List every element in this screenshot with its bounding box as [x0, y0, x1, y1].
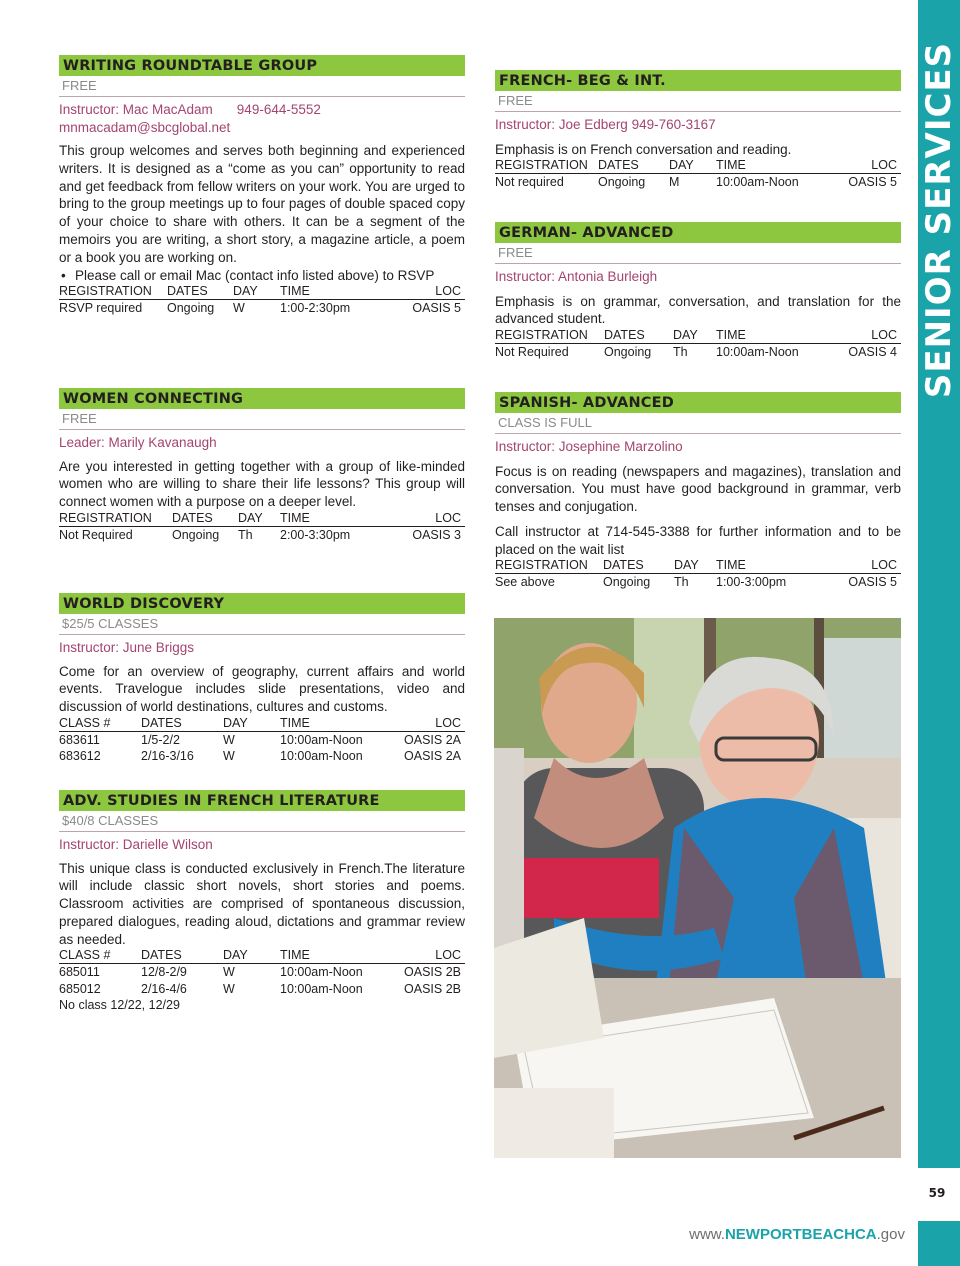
table-row: 685011 12/8-2/9 W 10:00am-Noon OASIS 2B	[59, 965, 461, 980]
section-fee: FREE	[495, 91, 901, 112]
table-row: RSVP required Ongoing W 1:00-2:30pm OASIS 5	[59, 301, 461, 316]
section-description: This group welcomes and serves both beginning and experienced writers. It is designed as a “come as you can” opportunity to read and get feedback from fellow writers on your work. You are urged to bring to the group meetings up to four pages of double spaced copy of your choice to share with others. It can be a segment of the memoirs you are writing, a short story, a magazine article, a poem or a book you are working on.	[59, 143, 465, 265]
section-fee: $25/5 CLASSES	[59, 614, 465, 635]
section-instructor: Instructor: Mac MacAdam 949-644-5552	[59, 102, 321, 117]
schedule-table: REGISTRATION DATES DAY TIME LOC Not Required Ongoing Th 10:00am-Noon OASIS 4	[495, 328, 901, 361]
footer-url[interactable]: www.NEWPORTBEACHCA.gov	[689, 1226, 905, 1243]
table-row: Not Required Ongoing Th 2:00-3:30pm OASIS 3	[59, 527, 461, 542]
schedule-table: CLASS # DATES DAY TIME LOC 683611 1/5-2/2 W 10:00am-Noon OASIS 2A 683612 2/16-3/16 W 10:00am-Noon OASIS 2A	[59, 716, 465, 765]
section-fee: FREE	[495, 243, 901, 264]
table-row: Not required Ongoing M 10:00am-Noon OASIS 5	[495, 175, 897, 190]
section-description: Come for an overview of geography, current affairs and world events. Travelogue includes slide presentations, video and discussion of world destinations, cultures and customs.	[59, 663, 465, 715]
rsvp-bullet: • Please call or email Mac (contact info listed above) to RSVP	[59, 267, 465, 285]
schedule-table: REGISTRATION DATES DAY TIME LOC Not required Ongoing M 10:00am-Noon OASIS 5	[495, 158, 901, 191]
table-row: 683611 1/5-2/2 W 10:00am-Noon OASIS 2A	[59, 732, 461, 747]
section-spanish-advanced	[495, 392, 901, 591]
no-class-note: No class 12/22, 12/29	[59, 998, 180, 1013]
page-number: 59	[928, 1186, 946, 1200]
section-title: ADV. STUDIES IN FRENCH LITERATURE	[59, 790, 465, 811]
section-instructor: Instructor: Josephine Marzolino	[495, 439, 683, 454]
section-description: Focus is on reading (newspapers and magazines), translation and conversation. You must have good background in grammar, verb tenses and conjugation.	[495, 463, 901, 515]
table-row: 685012 2/16-4/6 W 10:00am-Noon OASIS 2B	[59, 981, 461, 996]
section-french-beg-int	[495, 70, 901, 191]
section-fee: CLASS IS FULL	[495, 413, 901, 434]
table-row: Not Required Ongoing Th 10:00am-Noon OASIS 4	[495, 345, 897, 360]
section-title: FRENCH- BEG & INT.	[495, 70, 901, 91]
section-title: WORLD DISCOVERY	[59, 593, 465, 614]
section-instructor: Instructor: Darielle Wilson	[59, 837, 213, 852]
section-adv-french-literature	[59, 790, 465, 1013]
footer-bar	[918, 1221, 960, 1266]
section-instructor: Instructor: Antonia Burleigh	[495, 269, 658, 284]
instructor-email[interactable]: mnmacadam@sbcglobal.net	[59, 119, 231, 135]
section-fee: FREE	[59, 76, 465, 97]
table-row: See above Ongoing Th 1:00-3:00pm OASIS 5	[495, 575, 897, 590]
section-description: Are you interested in getting together with a group of like-minded women who are willing to share their life lessons? This group will connect women with a purpose on a deeper level.	[59, 458, 465, 510]
schedule-table: REGISTRATION DATES DAY TIME LOC RSVP required Ongoing W 1:00-2:30pm OASIS 5	[59, 284, 465, 317]
section-writing-roundtable	[59, 55, 465, 317]
section-fee: FREE	[59, 409, 465, 430]
section-fee: $40/8 CLASSES	[59, 811, 465, 832]
schedule-table: REGISTRATION DATES DAY TIME LOC Not Required Ongoing Th 2:00-3:30pm OASIS 3	[59, 511, 465, 544]
section-title: WRITING ROUNDTABLE GROUP	[59, 55, 465, 76]
section-world-discovery	[59, 593, 465, 765]
section-description-wait-list: Call instructor at 714-545-3388 for further information and to be placed on the wait list	[495, 523, 901, 557]
class-photo	[494, 618, 901, 1158]
section-title: SPANISH- ADVANCED	[495, 392, 901, 413]
section-description: Emphasis is on French conversation and reading.	[495, 141, 792, 157]
section-german-advanced	[495, 222, 901, 361]
section-title: WOMEN CONNECTING	[59, 388, 465, 409]
section-instructor: Instructor: June Briggs	[59, 640, 195, 655]
table-row: 683612 2/16-3/16 W 10:00am-Noon OASIS 2A	[59, 749, 461, 764]
section-women-connecting	[59, 388, 465, 543]
section-description: Emphasis is on grammar, conversation, and translation for the advanced student.	[495, 293, 901, 327]
schedule-table: CLASS # DATES DAY TIME LOC 685011 12/8-2/9 W 10:00am-Noon OASIS 2B 685012 2/16-4/6 W 10:00am-Noon OASIS 2B	[59, 948, 465, 997]
section-title: GERMAN- ADVANCED	[495, 222, 901, 243]
sidebar-title: SENIOR SERVICES	[919, 41, 959, 399]
instructor-phone: 949-644-5552	[236, 102, 321, 117]
schedule-table: REGISTRATION DATES DAY TIME LOC See above Ongoing Th 1:00-3:00pm OASIS 5	[495, 558, 901, 591]
section-description: This unique class is conducted exclusively in French.The literature will include classic short novels, short stories and poems. Classroom activities are comprised of spontaneous discussion, prepared dialogues, reading aloud, dictations and grammar review as needed.	[59, 860, 465, 947]
section-instructor: Instructor: Joe Edberg 949-760-3167	[495, 117, 716, 132]
section-instructor: Leader: Marily Kavanaugh	[59, 435, 217, 450]
